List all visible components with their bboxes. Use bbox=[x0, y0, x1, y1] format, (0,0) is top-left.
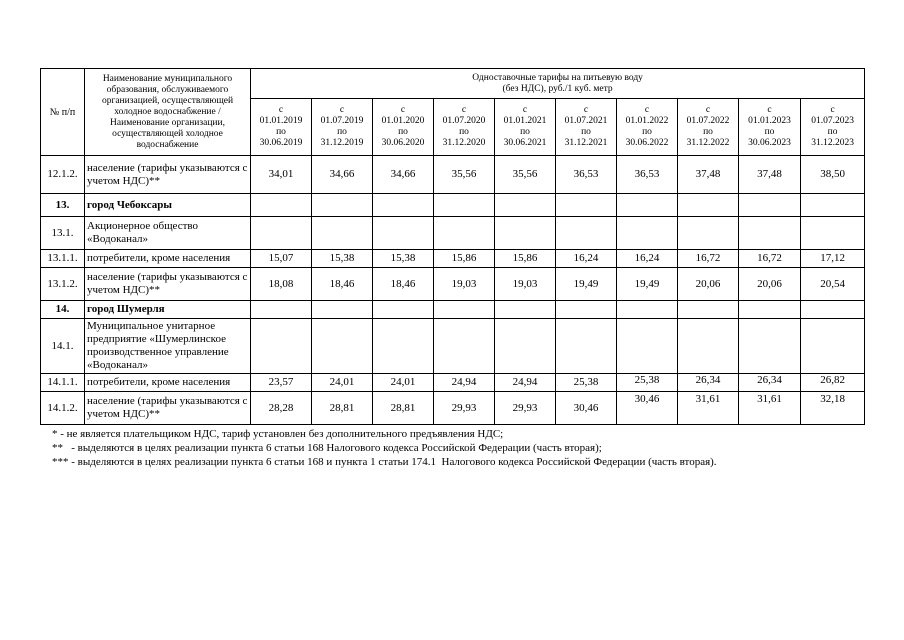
tariff-value-cell: 26,82 bbox=[801, 374, 865, 392]
tariff-value-cell: 15,07 bbox=[251, 250, 312, 268]
tariff-value-cell bbox=[801, 194, 865, 217]
period-to-word: по bbox=[337, 127, 347, 137]
tariff-value-cell bbox=[739, 217, 801, 250]
tariff-value-cell: 29,93 bbox=[495, 392, 556, 425]
tariff-value-cell: 35,56 bbox=[434, 156, 495, 194]
table-row bbox=[41, 194, 865, 217]
tariff-value-cell bbox=[434, 217, 495, 250]
row-name: город Шумерля bbox=[85, 301, 251, 319]
table-row bbox=[41, 374, 865, 392]
tariff-value-cell: 37,48 bbox=[678, 156, 739, 194]
period-from: 01.07.2019 bbox=[320, 116, 364, 126]
tariff-value-cell: 28,28 bbox=[251, 392, 312, 425]
period-to-word: по bbox=[398, 127, 408, 137]
tariff-value-cell: 35,56 bbox=[495, 156, 556, 194]
row-number: 13.1. bbox=[41, 217, 85, 250]
tariff-value-cell bbox=[678, 194, 739, 217]
period-from-word: с bbox=[522, 105, 528, 115]
tariff-value-cell bbox=[373, 194, 434, 217]
tariff-value-cell: 36,53 bbox=[556, 156, 617, 194]
header-tariff-cell bbox=[251, 69, 865, 99]
tariff-value-cell: 28,81 bbox=[373, 392, 434, 425]
period-to-word: по bbox=[581, 127, 591, 137]
row-number: 12.1.2. bbox=[41, 156, 85, 194]
tariff-value-cell bbox=[373, 301, 434, 319]
row-number: 14.1.1. bbox=[41, 374, 85, 392]
tariff-value-cell bbox=[678, 301, 739, 319]
row-name: население (тарифы указываются с учетом НДС)** bbox=[85, 268, 251, 301]
tariff-value-cell bbox=[739, 194, 801, 217]
tariff-value-cell: 31,61 bbox=[678, 392, 739, 425]
period-from: 01.07.2023 bbox=[811, 116, 854, 126]
period-header-cell bbox=[617, 99, 678, 156]
tariff-value-cell bbox=[678, 319, 739, 374]
tariff-value-cell: 28,81 bbox=[312, 392, 373, 425]
period-to-word: по bbox=[764, 127, 775, 137]
tariff-value-cell bbox=[495, 217, 556, 250]
tariff-value-cell bbox=[434, 301, 495, 319]
tariff-value-cell bbox=[312, 194, 373, 217]
tariff-value-cell: 20,54 bbox=[801, 268, 865, 301]
tariff-value-cell bbox=[801, 319, 865, 374]
period-to-word: по bbox=[276, 127, 286, 137]
tariff-value-cell bbox=[312, 301, 373, 319]
tariff-value-cell: 26,34 bbox=[739, 374, 801, 392]
tariff-value-cell bbox=[556, 301, 617, 319]
period-from-word: с bbox=[830, 105, 835, 115]
row-name: город Чебоксары bbox=[85, 194, 251, 217]
tariff-value-cell: 16,72 bbox=[739, 250, 801, 268]
period-header-cell bbox=[495, 99, 556, 156]
tariff-value-cell: 24,94 bbox=[495, 374, 556, 392]
period-to-word: по bbox=[520, 127, 530, 137]
row-name: потребители, кроме населения bbox=[85, 374, 251, 392]
tariff-value-cell bbox=[434, 194, 495, 217]
tariff-value-cell: 15,38 bbox=[312, 250, 373, 268]
tariff-value-cell bbox=[678, 217, 739, 250]
row-number: 14.1. bbox=[41, 319, 85, 374]
tariff-value-cell: 16,24 bbox=[556, 250, 617, 268]
tariff-value-cell: 37,48 bbox=[739, 156, 801, 194]
period-header-cell bbox=[312, 99, 373, 156]
tariff-value-cell bbox=[495, 319, 556, 374]
period-from-word: с bbox=[461, 105, 467, 115]
period-from: 01.07.2020 bbox=[442, 116, 486, 126]
tariff-table bbox=[40, 68, 865, 425]
row-name: Муниципальное унитарное предприятие «Шумерлинское производственное управление «Водоканал» bbox=[85, 319, 251, 374]
period-from: 01.07.2022 bbox=[686, 116, 730, 126]
row-name: потребители, кроме населения bbox=[85, 250, 251, 268]
period-from: 01.01.2023 bbox=[748, 116, 791, 126]
period-to-word: по bbox=[642, 127, 652, 137]
tariff-value-cell: 18,08 bbox=[251, 268, 312, 301]
tariff-value-cell bbox=[556, 217, 617, 250]
period-to: 30.06.2022 bbox=[625, 138, 669, 148]
table-row bbox=[41, 217, 865, 250]
tariff-value-cell: 24,94 bbox=[434, 374, 495, 392]
table-row bbox=[41, 156, 865, 194]
period-from-word: с bbox=[705, 105, 711, 115]
tariff-value-cell bbox=[556, 194, 617, 217]
tariff-document bbox=[40, 68, 864, 469]
period-to: 31.12.2022 bbox=[686, 138, 730, 148]
tariff-value-cell: 38,50 bbox=[801, 156, 865, 194]
period-header-cell bbox=[556, 99, 617, 156]
tariff-value-cell bbox=[739, 301, 801, 319]
period-from: 01.01.2019 bbox=[259, 116, 303, 126]
tariff-value-cell bbox=[251, 319, 312, 374]
period-to: 30.06.2019 bbox=[259, 138, 303, 148]
period-to: 31.12.2019 bbox=[320, 138, 364, 148]
tariff-value-cell bbox=[251, 194, 312, 217]
period-to-word: по bbox=[459, 127, 469, 137]
tariff-value-cell bbox=[617, 194, 678, 217]
period-to-word: по bbox=[827, 127, 838, 137]
period-header-cell bbox=[373, 99, 434, 156]
table-body bbox=[41, 156, 865, 425]
row-number: 13.1.2. bbox=[41, 268, 85, 301]
tariff-value-cell: 19,49 bbox=[556, 268, 617, 301]
tariff-value-cell bbox=[617, 301, 678, 319]
tariff-value-cell: 15,38 bbox=[373, 250, 434, 268]
tariff-value-cell: 15,86 bbox=[434, 250, 495, 268]
tariff-value-cell: 25,38 bbox=[617, 374, 678, 392]
tariff-value-cell: 20,06 bbox=[678, 268, 739, 301]
header-tariff-line2: (без НДС), руб./1 куб. метр bbox=[502, 83, 613, 94]
period-from: 01.07.2021 bbox=[564, 116, 608, 126]
table-header bbox=[41, 69, 865, 156]
tariff-value-cell: 30,46 bbox=[617, 392, 678, 425]
table-row bbox=[41, 392, 865, 425]
footnotes bbox=[40, 427, 864, 469]
table-row bbox=[41, 319, 865, 374]
tariff-value-cell bbox=[495, 301, 556, 319]
tariff-value-cell: 18,46 bbox=[373, 268, 434, 301]
period-from: 01.01.2021 bbox=[503, 116, 547, 126]
row-number: 13. bbox=[41, 194, 85, 217]
tariff-value-cell: 18,46 bbox=[312, 268, 373, 301]
tariff-value-cell: 30,46 bbox=[556, 392, 617, 425]
period-from: 01.01.2022 bbox=[625, 116, 669, 126]
tariff-value-cell: 19,03 bbox=[434, 268, 495, 301]
period-to: 30.06.2020 bbox=[381, 138, 425, 148]
tariff-value-cell bbox=[373, 319, 434, 374]
tariff-value-cell bbox=[801, 217, 865, 250]
tariff-value-cell: 25,38 bbox=[556, 374, 617, 392]
tariff-value-cell: 19,03 bbox=[495, 268, 556, 301]
tariff-value-cell: 34,66 bbox=[373, 156, 434, 194]
tariff-value-cell: 20,06 bbox=[739, 268, 801, 301]
table-row bbox=[41, 268, 865, 301]
tariff-value-cell: 31,61 bbox=[739, 392, 801, 425]
period-from-word: с bbox=[767, 105, 772, 115]
period-to: 30.06.2023 bbox=[748, 138, 791, 148]
period-to: 31.12.2020 bbox=[442, 138, 486, 148]
tariff-value-cell bbox=[556, 319, 617, 374]
tariff-value-cell: 32,18 bbox=[801, 392, 865, 425]
header-name-cell: Наименование муниципального образования, обслуживаемого организацией, осуществляющей холодное водоснабжение / Наименование организации, осуществляющей холодное водоснабжение bbox=[85, 69, 251, 156]
footnote-line: *** - выделяются в целях реализации пункта 6 статьи 168 и пункта 1 статьи 174.1 Налогового кодекса Российской Федерации (часть вторая). bbox=[52, 456, 717, 468]
period-header-cell bbox=[434, 99, 495, 156]
table-row bbox=[41, 301, 865, 319]
period-header-cell bbox=[739, 99, 801, 156]
tariff-value-cell: 29,93 bbox=[434, 392, 495, 425]
table-row bbox=[41, 250, 865, 268]
header-num-cell: № п/п bbox=[41, 69, 85, 156]
tariff-value-cell: 17,12 bbox=[801, 250, 865, 268]
tariff-value-cell: 24,01 bbox=[373, 374, 434, 392]
tariff-value-cell bbox=[312, 217, 373, 250]
tariff-value-cell: 26,34 bbox=[678, 374, 739, 392]
period-from: 01.01.2020 bbox=[381, 116, 425, 126]
tariff-value-cell: 36,53 bbox=[617, 156, 678, 194]
tariff-value-cell: 16,24 bbox=[617, 250, 678, 268]
period-header-cell bbox=[678, 99, 739, 156]
header-tariff-line1: Одноставочные тарифы на питьевую воду bbox=[472, 72, 643, 83]
tariff-value-cell: 19,49 bbox=[617, 268, 678, 301]
period-header-cell bbox=[801, 99, 865, 156]
tariff-value-cell: 24,01 bbox=[312, 374, 373, 392]
period-from-word: с bbox=[583, 105, 589, 115]
row-number: 14.1.2. bbox=[41, 392, 85, 425]
period-to: 30.06.2021 bbox=[503, 138, 547, 148]
footnote-line: * - не является плательщиком НДС, тариф установлен без дополнительного предъявления НДС; bbox=[52, 428, 504, 440]
period-from-word: с bbox=[644, 105, 650, 115]
tariff-value-cell bbox=[434, 319, 495, 374]
tariff-value-cell bbox=[373, 217, 434, 250]
tariff-value-cell bbox=[739, 319, 801, 374]
tariff-value-cell bbox=[801, 301, 865, 319]
period-to-word: по bbox=[703, 127, 713, 137]
period-to: 31.12.2021 bbox=[564, 138, 608, 148]
tariff-value-cell bbox=[251, 217, 312, 250]
period-to: 31.12.2023 bbox=[811, 138, 854, 148]
tariff-value-cell: 16,72 bbox=[678, 250, 739, 268]
row-name: население (тарифы указываются с учетом НДС)** bbox=[85, 392, 251, 425]
period-from-word: с bbox=[278, 105, 284, 115]
tariff-value-cell bbox=[312, 319, 373, 374]
tariff-value-cell: 15,86 bbox=[495, 250, 556, 268]
row-number: 14. bbox=[41, 301, 85, 319]
tariff-value-cell bbox=[251, 301, 312, 319]
tariff-value-cell bbox=[617, 217, 678, 250]
period-header-cell bbox=[251, 99, 312, 156]
period-from-word: с bbox=[339, 105, 345, 115]
row-name: Акционерное общество «Водоканал» bbox=[85, 217, 251, 250]
row-number: 13.1.1. bbox=[41, 250, 85, 268]
tariff-value-cell bbox=[617, 319, 678, 374]
row-name: население (тарифы указываются с учетом НДС)** bbox=[85, 156, 251, 194]
tariff-value-cell bbox=[495, 194, 556, 217]
tariff-value-cell: 34,66 bbox=[312, 156, 373, 194]
footnote-line: ** - выделяются в целях реализации пункта 6 статьи 168 Налогового кодекса Российской Федерации (часть вторая); bbox=[52, 442, 602, 454]
tariff-value-cell: 34,01 bbox=[251, 156, 312, 194]
tariff-value-cell: 23,57 bbox=[251, 374, 312, 392]
period-from-word: с bbox=[400, 105, 406, 115]
